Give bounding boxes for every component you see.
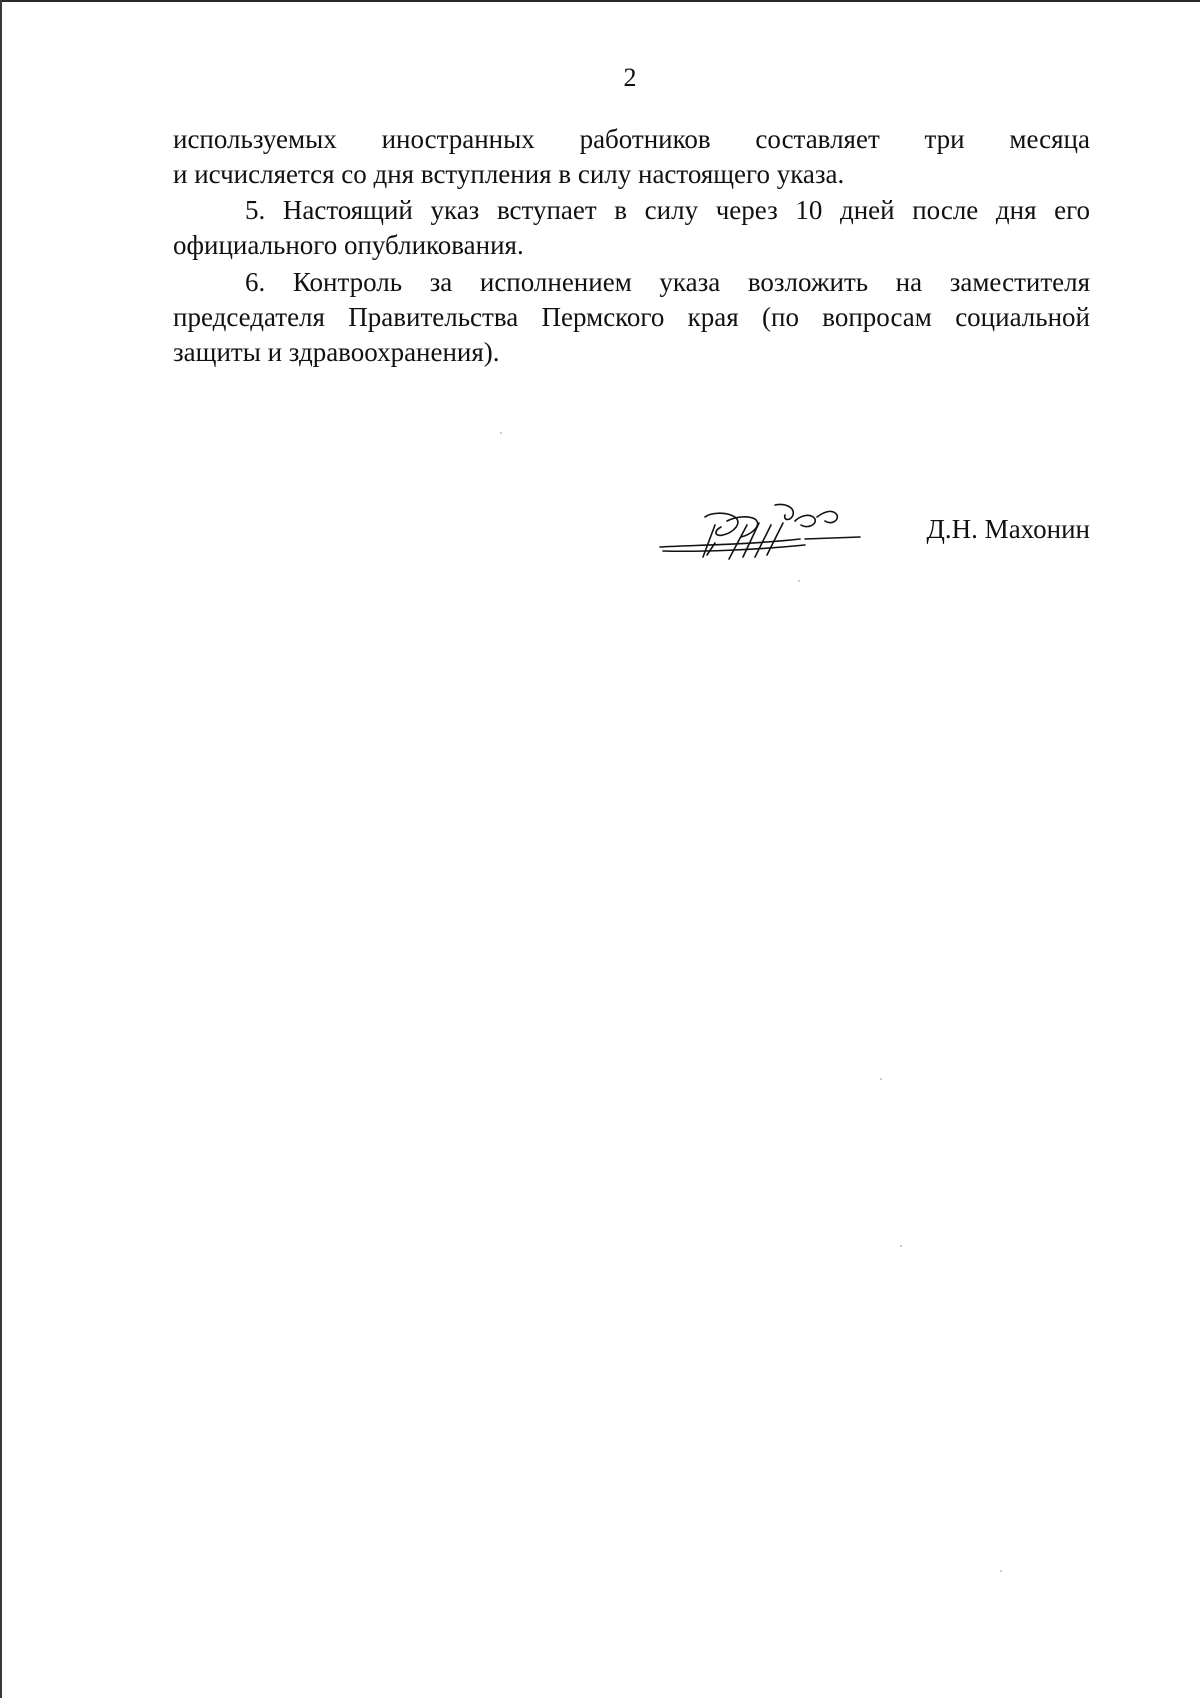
paragraph-line: официального опубликования. [173,230,524,260]
signatory-name: Д.Н. Махонин [926,514,1090,544]
scan-speck [500,432,502,434]
paragraph-continuation [173,122,1090,192]
paragraph-line: 6. Контроль за исполнением указа возложить на заместителя [245,267,1090,297]
scan-edge-top [0,0,1200,2]
paragraph-line: защиты и здравоохранения). [173,337,500,367]
paragraph-line: используемых иностранных работников составляет три месяца [173,124,1090,154]
scan-speck [798,580,800,582]
page-number: 2 [623,63,637,92]
scan-speck [900,1245,902,1247]
scan-speck [1000,1570,1002,1572]
paragraph-item-5 [173,193,1090,263]
handwritten-signature [655,495,885,565]
scan-edge-left [0,0,2,1698]
paragraph-line: председателя Правительства Пермского края (по вопросам социальной [173,302,1090,332]
paragraph-line: и исчисляется со дня вступления в силу настоящего указа. [173,159,845,189]
scan-speck [880,1078,882,1080]
paragraph-line: 5. Настоящий указ вступает в силу через 10 дней после дня его [245,195,1090,225]
paragraph-item-6 [173,265,1090,370]
